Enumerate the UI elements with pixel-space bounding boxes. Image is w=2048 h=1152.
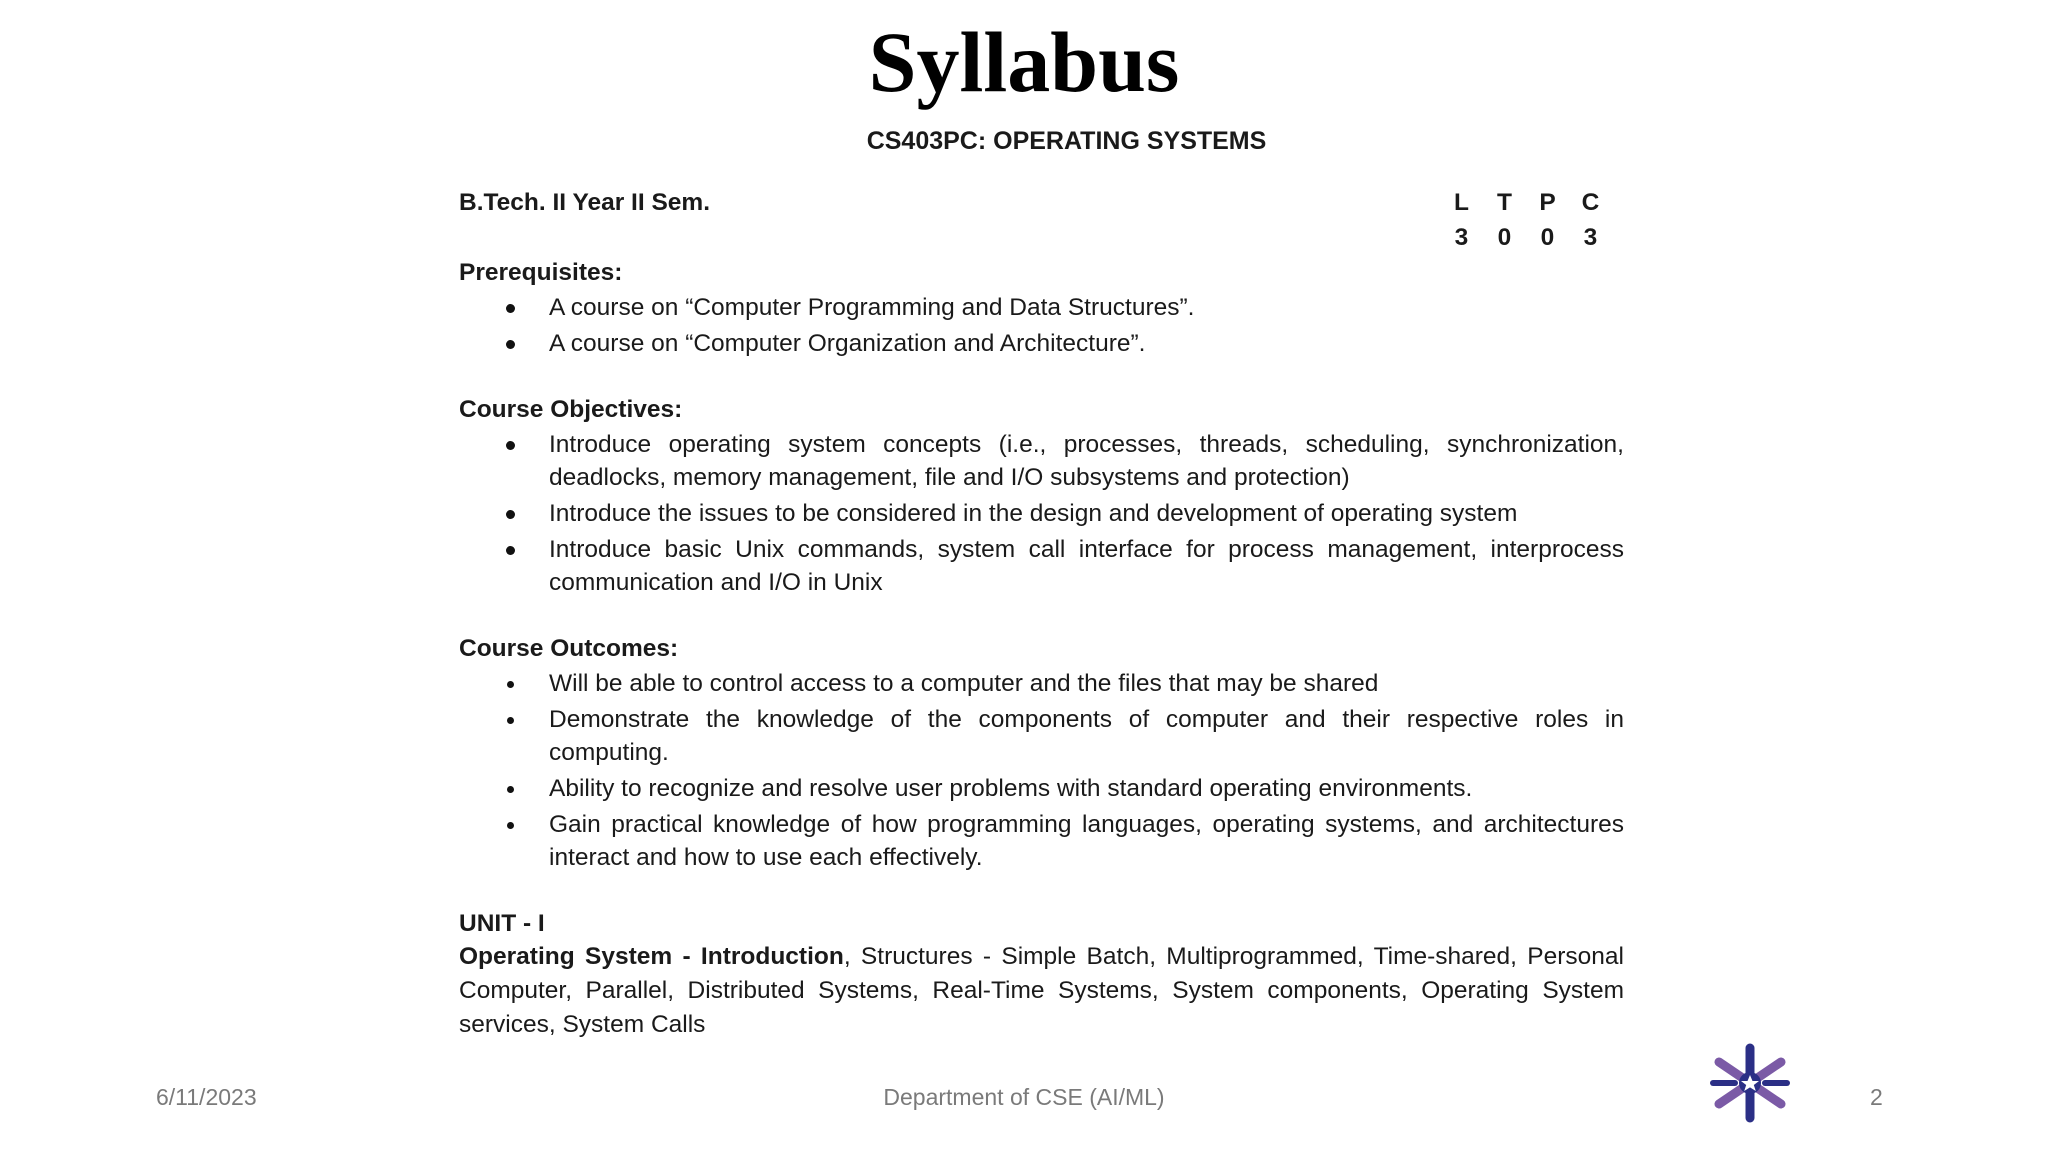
list-item: Ability to recognize and resolve user problems with standard operating environments. [459,772,1624,805]
list-item: Introduce operating system concepts (i.e., processes, threads, scheduling, synchronization, deadlocks, memory management, file and I/O subsystems and protection) [459,428,1624,494]
list-item: Introduce the issues to be considered in the design and development of operating system [459,497,1624,530]
prerequisites-list [459,291,1624,360]
footer-department: Department of CSE (AI/ML) [883,1084,1165,1110]
footer-date: 6/11/2023 [156,1084,257,1110]
ltpc-values [1440,221,1612,256]
ltpc-header: C [1581,189,1600,216]
course-code: CS403PC: OPERATING SYSTEMS [866,127,1267,155]
unit-lead: Operating System - Introduction [459,943,844,970]
ltpc-value: 3 [1454,224,1469,251]
list-item: Gain practical knowledge of how programming languages, operating systems, and architectures interact and how to use each effectively. [459,808,1624,874]
list-item: A course on “Computer Organization and Architecture”. [459,327,1624,360]
page-number: 2 [1870,1084,1883,1110]
institution-logo-icon [1705,1040,1795,1126]
unit-body: , Structures - Simple Batch, Multiprogrammed, Time-shared, Personal Computer, Parallel, Distributed Systems, Real-Time Systems, System components, Operating System services, System Calls [459,943,1624,1038]
ltpc-headers [1440,186,1612,221]
semester-label: B.Tech. II Year II Sem. [459,189,711,216]
ltpc-value: 0 [1540,224,1555,251]
syllabus-document [459,125,1624,1042]
unit-description [459,940,1624,1042]
unit-heading: UNIT - I [459,910,545,937]
list-item: Will be able to control access to a computer and the files that may be shared [459,667,1624,700]
outcomes-heading: Course Outcomes: [459,635,679,662]
page-title: Syllabus [868,14,1180,110]
ltpc-header: T [1497,189,1512,216]
ltpc-table [1440,186,1612,256]
ltpc-header: P [1539,189,1556,216]
objectives-heading: Course Objectives: [459,396,683,423]
ltpc-header: L [1454,189,1469,216]
list-item: A course on “Computer Programming and Data Structures”. [459,291,1624,324]
outcomes-list [459,667,1624,874]
objectives-list [459,428,1624,599]
semester-row [459,186,1624,256]
ltpc-value: 0 [1497,224,1512,251]
ltpc-value: 3 [1583,224,1598,251]
prerequisites-heading: Prerequisites: [459,259,623,286]
list-item: Introduce basic Unix commands, system call interface for process management, interprocess communication and I/O in Unix [459,533,1624,599]
list-item: Demonstrate the knowledge of the components of computer and their respective roles in computing. [459,703,1624,769]
